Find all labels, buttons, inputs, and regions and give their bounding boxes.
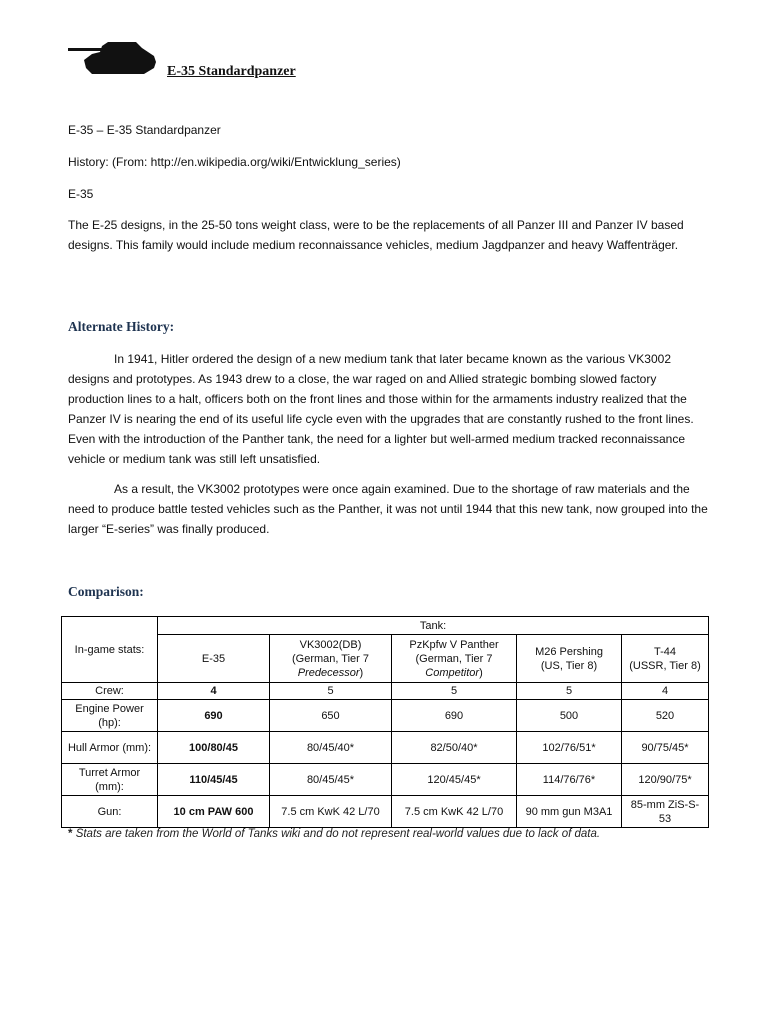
section-subtitle: E-35 [68, 187, 94, 201]
tank-name: T-44 [653, 645, 676, 658]
tank-role: Predecessor) [297, 666, 364, 679]
tank-name: PzKpfw V Panther [409, 638, 499, 651]
tank-header-cell: Tank: [158, 617, 709, 635]
table-row [62, 683, 709, 700]
cell-value: 80/45/40* [270, 732, 392, 764]
intro-paragraph: The E-25 designs, in the 25-50 tons weight class, were to be the replacements of all Panzer III and Panzer IV based designs. This family would include medium reconnaissance vehicles, medium Jagdpanzer and heavy Waffenträger. [68, 218, 684, 252]
cell-value: 10 cm PAW 600 [158, 796, 270, 828]
cell-value: 85-mm ZiS-S-53 [622, 796, 709, 828]
tank-name: E-35 [201, 652, 226, 665]
stats-header-cell: In-game stats: [62, 617, 158, 683]
table-row [62, 796, 709, 828]
tank-detail: (German, Tier 7 [415, 652, 493, 665]
cell-value: 4 [158, 683, 270, 700]
cell-value: 7.5 cm KwK 42 L/70 [270, 796, 392, 828]
alternate-history-heading: Alternate History: [68, 319, 175, 334]
footnote-mark: * [68, 828, 73, 840]
cell-value: 102/76/51* [517, 732, 622, 764]
tank-silhouette-icon [68, 42, 160, 76]
table-row [62, 764, 709, 796]
cell-value: 100/80/45 [158, 732, 270, 764]
tank-name-cell [517, 635, 622, 683]
footnote-text: Stats are taken from the World of Tanks wiki and do not represent real-world values due to lack of data. [75, 828, 601, 840]
row-label: Gun: [62, 796, 158, 828]
tank-name-cell [158, 635, 270, 683]
tank-name-cell [622, 635, 709, 683]
tank-role: Competitor) [425, 666, 483, 679]
tank-name-cell [392, 635, 517, 683]
row-label: Engine Power (hp): [62, 700, 158, 732]
tank-name: VK3002(DB) [299, 638, 362, 651]
history-label: History: [68, 155, 109, 169]
cell-value: 520 [622, 700, 709, 732]
cell-value: 5 [270, 683, 392, 700]
tank-detail: (US, Tier 8) [540, 659, 598, 672]
cell-value: 4 [622, 683, 709, 700]
history-source-line [68, 152, 708, 172]
row-label: Turret Armor (mm): [62, 764, 158, 796]
cell-value: 650 [270, 700, 392, 732]
table-row [62, 732, 709, 764]
alternate-history-paragraph-1: In 1941, Hitler ordered the design of a new medium tank that later became known as the various VK3002 designs and prototypes. As 1943 drew to a close, the war raged on and Allied strategic bombing slowed factory production lines to a halt, officers both on the front lines and those within for the armaments industry realized that the Panzer IV is nearing the end of its useful life cycle even with the upgrades that are constantly rushed to the front lines. Even with the introduction of the Panther tank, the need for a lighter but well-armed medium tracked reconnaissance vehicle or medium tank was still left unsatisfied. [68, 352, 694, 466]
cell-value: 80/45/45* [270, 764, 392, 796]
comparison-heading: Comparison: [68, 584, 144, 599]
intro-line: E-35 – E-35 Standardpanzer [68, 123, 221, 137]
table-header-row [62, 617, 709, 635]
cell-value: 690 [392, 700, 517, 732]
row-label: Hull Armor (mm): [62, 732, 158, 764]
cell-value: 82/50/40* [392, 732, 517, 764]
tank-detail: (German, Tier 7 [291, 652, 370, 665]
cell-value: 120/45/45* [392, 764, 517, 796]
cell-value: 110/45/45 [158, 764, 270, 796]
comparison-table [61, 616, 709, 828]
cell-value: 7.5 cm KwK 42 L/70 [392, 796, 517, 828]
row-label: Crew: [62, 683, 158, 700]
cell-value: 500 [517, 700, 622, 732]
history-source: (From: http://en.wikipedia.org/wiki/Entwicklung_series) [112, 155, 401, 169]
alternate-history-paragraph-2: As a result, the VK3002 prototypes were once again examined. Due to the shortage of raw materials and the need to produce battle tested vehicles such as the Panther, it was not until 1944 that this new tank, now grouped into the larger “E-series” was finally produced. [68, 482, 708, 536]
cell-value: 90/75/45* [622, 732, 709, 764]
cell-value: 114/76/76* [517, 764, 622, 796]
tank-names-row [62, 635, 709, 683]
cell-value: 690 [158, 700, 270, 732]
cell-value: 5 [517, 683, 622, 700]
cell-value: 120/90/75* [622, 764, 709, 796]
tank-detail: (USSR, Tier 8) [629, 659, 701, 672]
table-row [62, 700, 709, 732]
cell-value: 90 mm gun M3A1 [517, 796, 622, 828]
tank-name: M26 Pershing [535, 645, 603, 658]
cell-value: 5 [392, 683, 517, 700]
tank-name-cell [270, 635, 392, 683]
footnote [68, 828, 600, 840]
document-title: E-35 Standardpanzer [167, 64, 296, 79]
